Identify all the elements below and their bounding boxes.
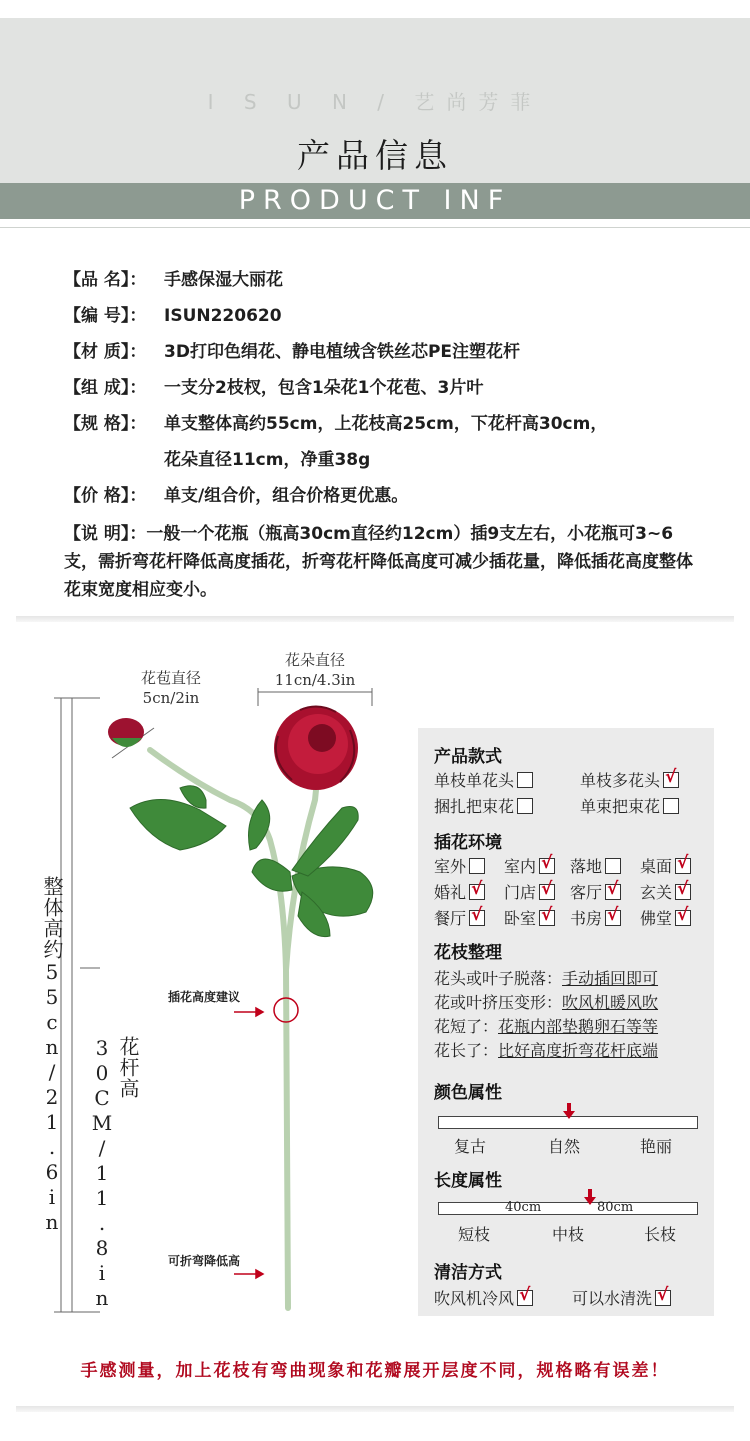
option-label: 可以水清洗 <box>572 1289 653 1308</box>
checkbox-checked[interactable] <box>675 884 691 900</box>
length-title: 长度属性 <box>434 1171 502 1191</box>
spec-row-composition <box>64 370 704 406</box>
option-label: 捆扎把束花 <box>434 797 515 816</box>
option-label: 单枝多花头 <box>580 771 661 790</box>
checkbox-checked[interactable] <box>605 884 621 900</box>
option-label: 书房 <box>570 909 603 928</box>
flower-illustration <box>30 640 410 1330</box>
flower-drawing <box>30 640 410 1330</box>
spec-label: 【价 格】： <box>64 486 147 506</box>
bottom-divider <box>16 1406 734 1412</box>
section-divider <box>16 616 734 622</box>
option-label: 室外 <box>434 857 467 876</box>
checkbox-checked[interactable] <box>655 1290 671 1306</box>
bud-diameter-value: 5cn/2in <box>142 689 200 707</box>
care-question: 花或叶挤压变形： <box>434 993 563 1012</box>
env-option <box>640 854 691 877</box>
length-scale-long: 长枝 <box>644 1225 677 1244</box>
spec-row-price <box>64 478 704 514</box>
checkbox[interactable] <box>663 798 679 814</box>
spec-label: 【编 号】： <box>64 306 147 326</box>
color-scale-low: 复古 <box>454 1137 487 1156</box>
style-option <box>580 768 679 791</box>
checkbox-checked[interactable] <box>675 910 691 926</box>
header-divider <box>0 227 750 228</box>
care-tip <box>434 1038 658 1061</box>
checkbox-checked[interactable] <box>539 884 555 900</box>
care-tip <box>434 1014 658 1037</box>
option-label: 桌面 <box>640 857 673 876</box>
bend-hint: 可折弯降低高 <box>168 1254 241 1268</box>
checkbox-checked[interactable] <box>539 910 555 926</box>
spec-row-name <box>64 262 704 298</box>
care-answer: 比好高度折弯花杆底端 <box>498 1041 659 1060</box>
stem-height-label: 花杆高30CM/11.8in <box>90 1036 140 1311</box>
spec-label: 【品 名】： <box>64 270 147 290</box>
clean-option <box>572 1286 671 1309</box>
spec-list <box>64 262 704 604</box>
spec-value: 一支分2枝杈，包含1朵花1个花苞、3片叶 <box>164 378 484 398</box>
color-scale-mid: 自然 <box>548 1137 581 1156</box>
env-option <box>640 906 691 929</box>
option-label: 单束把束花 <box>580 797 661 816</box>
spec-value: 3D打印色绢花、静电植绒含铁丝芯PE注塑花杆 <box>164 342 521 362</box>
env-option <box>640 880 691 903</box>
clean-option <box>434 1286 533 1309</box>
option-label: 婚礼 <box>434 883 467 902</box>
insert-height-hint: 插花高度建议 <box>168 990 241 1004</box>
care-answer: 花瓶内部垫鹅卵石等等 <box>498 1017 659 1036</box>
care-question: 花长了： <box>434 1041 499 1060</box>
option-label: 落地 <box>570 857 603 876</box>
color-title: 颜色属性 <box>434 1083 502 1103</box>
spec-label: 【规 格】： <box>64 414 147 434</box>
attribute-panel <box>418 728 714 1316</box>
style-option <box>434 768 533 791</box>
care-tip <box>434 990 658 1013</box>
care-title: 花枝整理 <box>434 943 502 963</box>
env-option <box>504 906 555 929</box>
checkbox[interactable] <box>517 772 533 788</box>
color-scale-bar <box>438 1116 698 1129</box>
env-option <box>570 854 621 877</box>
checkbox-checked[interactable] <box>539 858 555 874</box>
care-question: 花短了： <box>434 1017 499 1036</box>
cleaning-title: 清洁方式 <box>434 1263 502 1283</box>
env-option <box>434 854 485 877</box>
care-question: 花头或叶子脱落： <box>434 969 563 988</box>
checkbox-checked[interactable] <box>469 910 485 926</box>
environment-title: 插花环境 <box>434 833 502 853</box>
checkbox[interactable] <box>469 858 485 874</box>
spec-row-size <box>64 406 704 442</box>
measurement-disclaimer: 手感测量，加上花枝有弯曲现象和花瓣展开层度不同，规格略有误差！ <box>80 1361 670 1381</box>
env-option <box>570 880 621 903</box>
care-answer: 手动插回即可 <box>562 969 659 988</box>
total-height-label: 整体高约55cn/21.6in <box>40 876 64 1235</box>
length-mark-80: 80cm <box>597 1200 634 1215</box>
option-label: 客厅 <box>570 883 603 902</box>
brand-logo-text: I S U N / 艺尚芳菲 <box>207 90 543 114</box>
spec-row-code <box>64 298 704 334</box>
style-option <box>580 794 679 817</box>
length-mark-40: 40cm <box>505 1200 542 1215</box>
spec-label: 【组 成】： <box>64 378 147 398</box>
flower-diameter-value: 11cn/4.3in <box>274 671 356 689</box>
env-option <box>570 906 621 929</box>
option-label: 门店 <box>504 883 537 902</box>
checkbox-checked[interactable] <box>517 1290 533 1306</box>
spec-value: 手感保湿大丽花 <box>164 270 283 290</box>
option-label: 吹风机冷风 <box>434 1289 515 1308</box>
checkbox-checked[interactable] <box>469 884 485 900</box>
option-label: 卧室 <box>504 909 537 928</box>
color-scale-high: 艳丽 <box>640 1137 673 1156</box>
spec-value: 单支/组合价，组合价格更优惠。 <box>164 486 409 506</box>
option-label: 餐厅 <box>434 909 467 928</box>
spec-value: ISUN220620 <box>164 306 282 326</box>
header-band-text: PRODUCT INF <box>238 185 512 216</box>
flower-diameter-label: 花朵直径 <box>284 651 345 669</box>
style-title: 产品款式 <box>434 747 502 767</box>
spec-size-continued: 花朵直径11cm，净重38g <box>164 450 371 470</box>
option-label: 玄关 <box>640 883 673 902</box>
care-tip <box>434 966 658 989</box>
page-title: 产品信息 <box>297 136 453 175</box>
care-answer: 吹风机暖风吹 <box>562 993 659 1012</box>
spec-value: 单支整体高约55cm，上花枝高25cm，下花杆高30cm， <box>164 414 608 434</box>
length-scale-bar <box>438 1202 698 1215</box>
checkbox[interactable] <box>517 798 533 814</box>
length-scale-short: 短枝 <box>458 1225 491 1244</box>
env-option <box>504 854 555 877</box>
spec-description: 【说 明】：一般一个花瓶（瓶高30cm直径约12cm）插9支左右，小花瓶可3~6支，需折弯花杆降低高度插花，折弯花杆降低高度可减少插花量，降低插花高度整体花束宽度相应变小。 <box>64 524 693 600</box>
style-option <box>434 794 533 817</box>
checkbox-checked[interactable] <box>663 772 679 788</box>
option-label: 室内 <box>504 857 537 876</box>
length-scale-mid: 中枝 <box>552 1225 585 1244</box>
option-label: 单枝单花头 <box>434 771 515 790</box>
checkbox-checked[interactable] <box>675 858 691 874</box>
checkbox[interactable] <box>605 858 621 874</box>
env-option <box>504 880 555 903</box>
spec-row-material <box>64 334 704 370</box>
env-option <box>434 906 485 929</box>
bud-diameter-label: 花苞直径 <box>140 669 201 687</box>
env-option <box>434 880 485 903</box>
spec-label: 【材 质】： <box>64 342 147 362</box>
option-label: 佛堂 <box>640 909 673 928</box>
checkbox-checked[interactable] <box>605 910 621 926</box>
